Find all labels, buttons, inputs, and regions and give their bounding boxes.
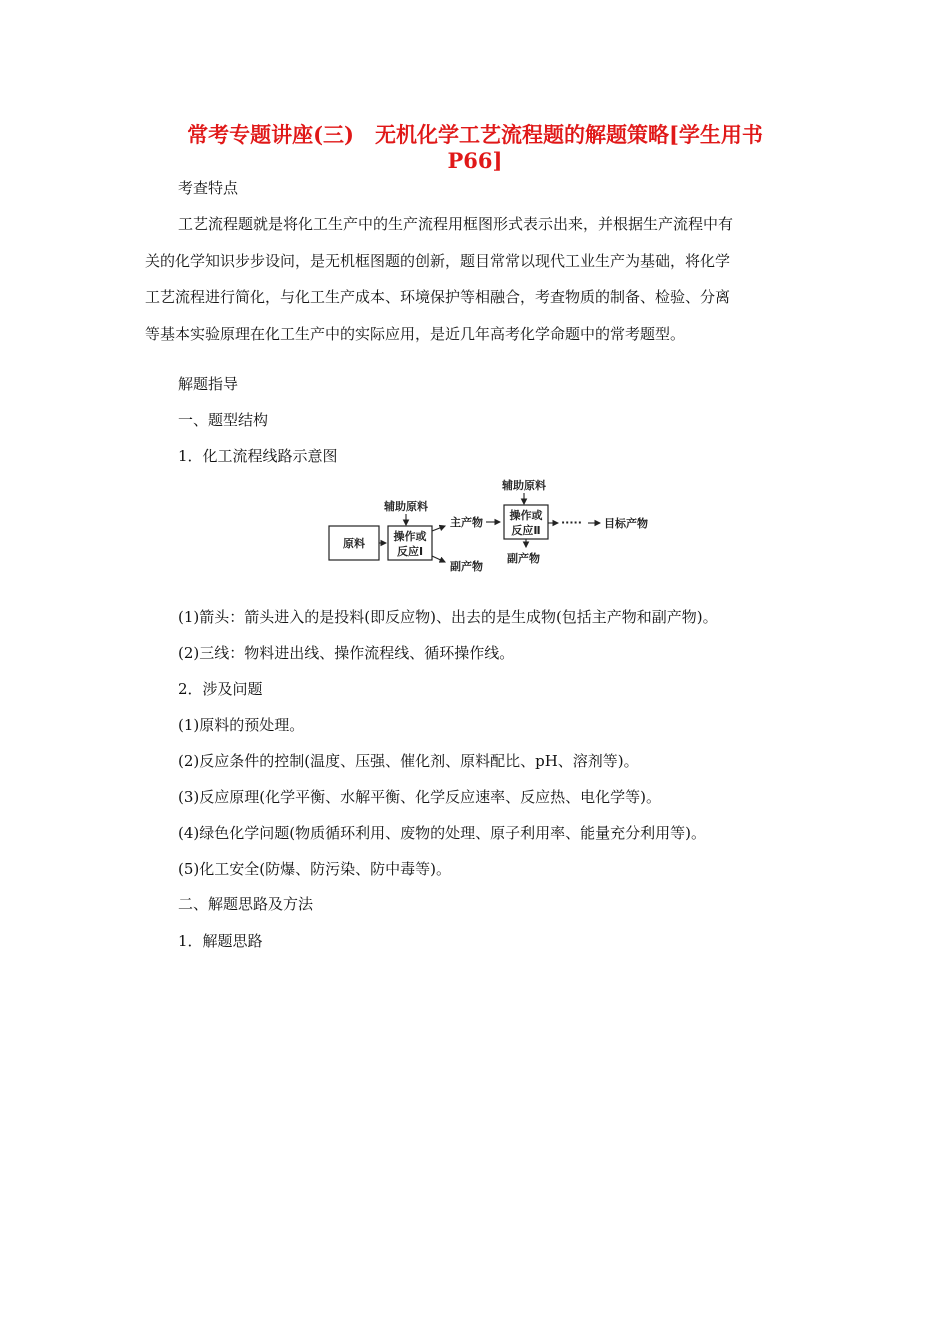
operation-2-line-2: 反应Ⅱ bbox=[511, 524, 541, 537]
note-three-lines: (2)三线：物料进出线、操作流程线、循环操作线。 bbox=[178, 644, 515, 662]
section-heading-approach: 二、解题思路及方法 bbox=[178, 895, 314, 913]
section-heading-structure: 一、题型结构 bbox=[178, 411, 269, 429]
paragraph-line: 等基本实验原理在化工生产中的实际应用，是近几年高考化学命题中的常考题型。 bbox=[145, 324, 686, 343]
paragraph-line: 工艺流程进行简化，与化工生产成本、环境保护等相融合，考查物质的制备、检验、分离 bbox=[145, 288, 731, 306]
issue-item: (3)反应原理(化学平衡、水解平衡、化学反应速率、反应热、电化学等)。 bbox=[178, 788, 661, 806]
note-arrows: (1)箭头：箭头进入的是投料(即反应物)、出去的是生成物(包括主产物和副产物)。 bbox=[178, 608, 718, 626]
exam-features-heading: 考查特点 bbox=[178, 179, 239, 197]
continuation-dots: ····· bbox=[561, 516, 582, 529]
subsection-issues: 2．涉及问题 bbox=[178, 680, 263, 698]
aux-material-label-2: 辅助原料 bbox=[502, 479, 546, 492]
issue-item: (2)反应条件的控制(温度、压强、催化剂、原料配比、pH、溶剂等)。 bbox=[178, 752, 639, 770]
paragraph-line: 工艺流程题就是将化工生产中的生产流程用框图形式表示出来，并根据生产流程中有 bbox=[178, 215, 734, 233]
flow-diagram bbox=[320, 476, 670, 576]
by-product-label-2: 副产物 bbox=[507, 552, 540, 565]
raw-material-label: 原料 bbox=[343, 537, 365, 550]
title-line-1: 常考专题讲座(三) 无机化学工艺流程题的解题策略[学生用书 bbox=[187, 122, 763, 147]
issue-item: (5)化工安全(防爆、防污染、防中毒等)。 bbox=[178, 860, 451, 878]
by-product-label-1: 副产物 bbox=[450, 560, 483, 573]
paragraph-line: 关的化学知识步步设问，是无机框图题的创新，题目常常以现代工业生产为基础，将化学 bbox=[145, 251, 731, 270]
aux-material-label-1: 辅助原料 bbox=[384, 500, 428, 513]
operation-1-line-2: 反应Ⅰ bbox=[396, 545, 424, 558]
arrow-to-by-product-1 bbox=[432, 556, 445, 562]
page-title bbox=[130, 122, 820, 174]
operation-1-line-1: 操作或 bbox=[393, 530, 427, 543]
subsection-flow-diagram: 1．化工流程线路示意图 bbox=[178, 447, 338, 465]
guidance-heading: 解题指导 bbox=[178, 375, 239, 393]
operation-2-line-1: 操作或 bbox=[509, 509, 543, 522]
target-product-label: 目标产物 bbox=[604, 517, 648, 530]
title-line-2: P66] bbox=[447, 148, 503, 173]
issue-item: (4)绿色化学问题(物质循环利用、废物的处理、原子利用率、能量充分利用等)。 bbox=[178, 824, 706, 842]
subsection-thinking: 1．解题思路 bbox=[178, 932, 263, 950]
issue-item: (1)原料的预处理。 bbox=[178, 716, 305, 734]
main-product-label: 主产物 bbox=[450, 516, 483, 529]
exam-features-paragraph bbox=[145, 206, 807, 352]
arrow-to-main-product bbox=[432, 526, 445, 531]
